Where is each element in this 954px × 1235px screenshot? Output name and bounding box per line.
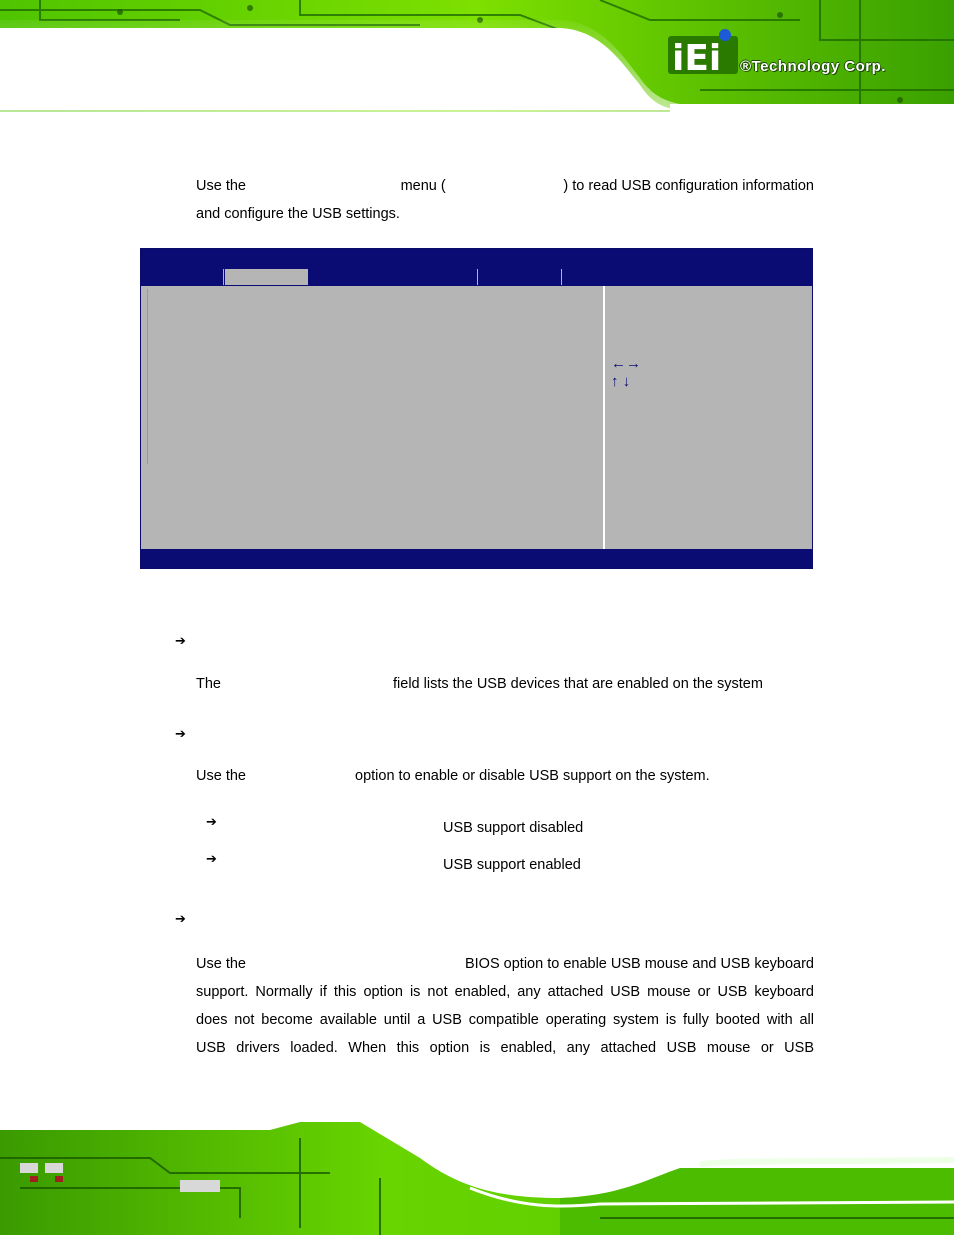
intro-menu-open: menu ( (400, 178, 446, 194)
legacy-paragraph (196, 950, 814, 1062)
iei-logo-icon (668, 29, 738, 79)
usb-description: option to enable or disable USB support on the system. (355, 768, 710, 784)
bullet-arrow-icon: ➔ (175, 912, 186, 927)
devices-the: The (196, 676, 221, 692)
circuit-board-footer-graphic (0, 1118, 954, 1235)
bios-options-panel (147, 289, 603, 464)
circuit-board-header-graphic (0, 0, 954, 112)
bios-tab-exit[interactable] (562, 269, 812, 285)
svg-text:iEi: iEi (672, 38, 722, 79)
brand-text: ®Technology Corp. (740, 58, 886, 75)
bullet-arrow-icon: ➔ (175, 634, 186, 649)
intro-use-the: Use the (196, 178, 246, 194)
header-banner (0, 0, 954, 112)
bios-panel-divider (603, 286, 605, 550)
bios-tab-pci[interactable] (309, 269, 478, 285)
bullet-arrow-icon: ➔ (175, 727, 186, 742)
bios-tab-main[interactable] (141, 269, 224, 285)
legacy-line-2: support. Normally if this option is not enabled, any attached USB mouse or USB keyboard (196, 984, 814, 1000)
bullet-arrow-icon: ➔ (206, 815, 217, 830)
intro-to-read: ) to read USB configuration information (563, 178, 814, 194)
bios-tab-advanced[interactable] (225, 269, 308, 285)
intro-paragraph (196, 172, 814, 228)
up-down-arrows-icon: ↑ ↓ (611, 373, 631, 390)
legacy-use-the: Use the (196, 956, 246, 972)
devices-description: field lists the USB devices that are enabled on the system (393, 676, 763, 692)
bios-screenshot (140, 248, 813, 569)
bios-help-panel (611, 355, 641, 391)
option-disabled-desc: USB support disabled (443, 820, 584, 836)
bios-title-bar (141, 249, 812, 268)
bios-footer-bar (141, 549, 812, 568)
bios-tab-boot[interactable] (478, 269, 562, 285)
left-right-arrows-icon: ←→ (611, 355, 641, 372)
legacy-line-3: does not become available until a USB compatible operating system is fully booted with all (196, 1012, 814, 1028)
legacy-line-4: USB drivers loaded. When this option is enabled, any attached USB mouse or USB (196, 1040, 814, 1056)
usb-use-the: Use the (196, 768, 246, 784)
option-enabled-desc: USB support enabled (443, 857, 581, 873)
bios-tab-bar (141, 268, 812, 286)
intro-line-2: and configure the USB settings. (196, 206, 400, 222)
legacy-bios-text: BIOS option to enable USB mouse and USB keyboard (464, 956, 814, 972)
bullet-arrow-icon: ➔ (206, 852, 217, 867)
footer-banner (0, 1118, 954, 1235)
